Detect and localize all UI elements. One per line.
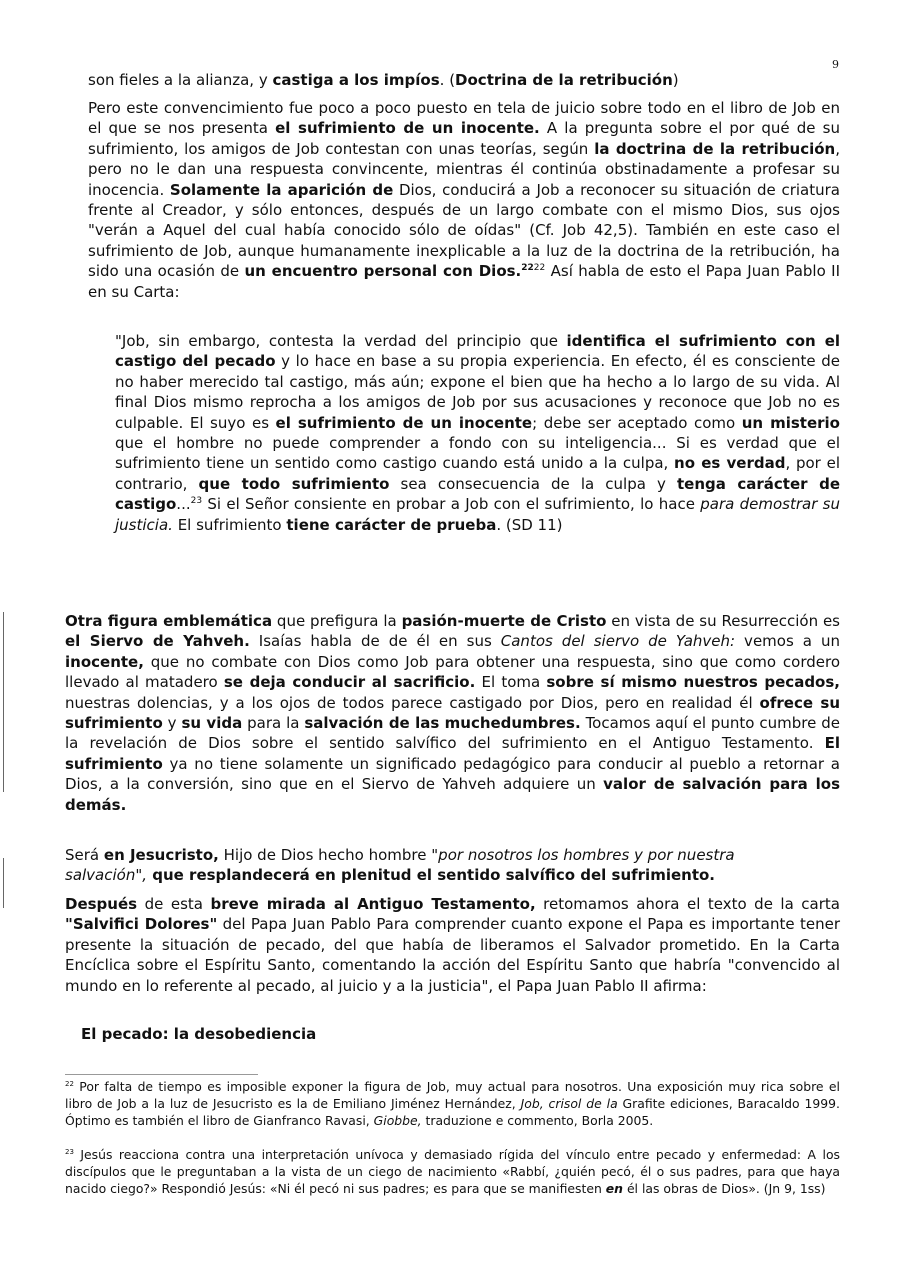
text-run: del Papa Juan Pablo Para comprender cuanto expone el Papa es importante tener presente la situación de pecado, del que había de liberamos el Salvador prometido. En la Carta Encíclica sobre el Espíritu Santo, comentando la acción del Espíritu Santo que habría "convencido al mundo en lo referente al pecado, al juicio y a la justicia", el Papa Juan Pablo II afirma: <box>65 915 840 995</box>
text-run: Dios, conducirá a Job a reconocer su situación de criatura frente al Creador, y sólo entonces, después de un largo combate con el mismo Dios, sus ojos "verán a Aquel del cual había conocido sólo de oídas" (Cf. Job 42,5). También en este caso el sufrimiento de Job, aunque humanamente inexplicable a la luz de la doctrina de la retribución, ha sido una ocasión de <box>88 180 840 281</box>
text-run: retomamos ahora el texto de la carta <box>535 895 840 913</box>
text-run: tenga carácter de castigo <box>115 474 840 514</box>
page-number: 9 <box>832 58 839 71</box>
text-run: "por nosotros los hombres y por nuestra salvación", <box>65 846 735 885</box>
text-run: . ( <box>439 71 456 89</box>
text-run: Si el Señor consiente en probar a Job con el sufrimiento, lo hace <box>202 495 701 514</box>
text-run: un misterio <box>741 413 840 432</box>
footnote-reference: 22 <box>521 263 534 274</box>
text-run: que no combate con Dios como Job para obtener una respuesta, sino que como cordero llevado al matadero <box>65 652 840 692</box>
text-run: para demostrar su justicia. <box>115 495 840 534</box>
text-run: Grafite ediciones, Baracaldo 1999. Óptimo es también el libro de Gianfranco Ravasi, <box>65 1096 840 1128</box>
change-bar <box>3 858 4 908</box>
footnote-22 <box>65 1078 840 1129</box>
text-run: El sufrimiento <box>65 734 840 773</box>
text-run: pasión-muerte de Cristo <box>401 612 607 630</box>
text-run: el sufrimiento de un inocente <box>275 413 533 432</box>
footnote-reference: 22 <box>533 263 546 274</box>
text-run: vemos a un <box>735 632 840 651</box>
text-run: ofrece su sufrimiento <box>65 693 840 733</box>
text-run: . (SD 11) <box>496 515 563 534</box>
paragraph-job <box>88 98 840 302</box>
text-run: sea consecuencia de la culpa y <box>389 474 677 493</box>
text-run: son fieles a la alianza, y <box>88 71 273 89</box>
text-run: el Siervo de Yahveh. <box>65 632 250 651</box>
text-run: Jesús reacciona contra una interpretación unívoca y demasiado rígida del vínculo entre pecado y enfermedad: A los discípulos que le preguntaban a la vista de un ciego de nacimiento «Rabbí, ¿quién pecó, él o sus padres, para que haya nacido ciego?» Respondió Jesús: «Ni él pecó ni sus padres; es para que se manifiesten <box>65 1147 840 1196</box>
text-run: y <box>162 714 182 733</box>
text-run: identifica el sufrimiento con el castigo del pecado <box>115 332 841 371</box>
text-run: que el hombre no puede comprender a fondo con su inteligencia... Si es verdad que el sufrimiento tiene un sentido como castigo cuando está unido a la culpa, <box>115 434 840 473</box>
text-run: Doctrina de la retribución <box>455 71 673 89</box>
text-run: Tocamos aquí el punto cumbre de la revelación de Dios sobre el sentido salvífico del sufrimiento en el Antiguo Testamento. <box>65 714 840 753</box>
text-run: en vista de su Resurrección es <box>606 612 840 630</box>
text-run: Isaías habla de de él en sus <box>249 632 501 651</box>
text-run: "Job, sin embargo, contesta la verdad del principio que <box>115 332 567 350</box>
text-run: nuestras dolencias, y a los ojos de todos parece castigado por Dios, pero en realidad él <box>65 693 760 712</box>
text-run: Cantos del siervo de Yahveh: <box>500 632 736 651</box>
text-run: se deja conducir al sacrificio. <box>223 673 476 692</box>
text-run: en <box>605 1181 623 1196</box>
text-run: Giobbe, <box>373 1113 422 1128</box>
text-run: y lo hace en base a su propia experiencia. En efecto, él es consciente de no haber merecido tal castigo, más aún; expone el bien que ha hecho a lo largo de su vida. Al final Dios mismo reprocha a los amigos de Job por sus acusaciones y reconoce que Job no es culpable. El suyo es <box>115 352 840 432</box>
text-run: que prefigura la <box>272 612 402 630</box>
text-run: tiene carácter de prueba <box>286 515 497 534</box>
change-bar <box>3 612 4 792</box>
text-run: el sufrimiento de un inocente. <box>275 119 540 138</box>
text-run: en Jesucristo, <box>103 846 219 864</box>
text-run: valor de salvación para los demás. <box>65 775 840 814</box>
text-run: castiga a los impíos <box>272 71 440 89</box>
text-run: Pero este convencimiento fue poco a poco puesto en tela de juicio sobre todo en el libro de Job en el que se nos presenta <box>88 99 840 138</box>
text-run: Hijo de Dios hecho hombre <box>218 846 432 864</box>
text-run: salvación de las muchedumbres. <box>304 714 581 733</box>
text-run: ya no tiene solamente un significado pedagógico para conducir al pueblo a retornar a Dios, a la conversión, sino que en el Siervo de Yahveh adquiere un <box>65 754 840 794</box>
section-heading <box>81 1024 781 1044</box>
footnote-reference: 22 <box>65 1080 74 1088</box>
text-run: , pero no le dan una respuesta convincente, mientras él continúa obstinadamente a profesar su inocencia. <box>88 139 841 199</box>
text-run: él las obras de Dios». (Jn 9, 1ss) <box>623 1181 826 1196</box>
text-run: Será <box>65 846 104 864</box>
text-run: ) <box>672 71 679 89</box>
text-run: Job, crisol de la <box>520 1096 618 1111</box>
text-run: ; debe ser aceptado como <box>532 413 742 432</box>
text-run: un encuentro personal con Dios. <box>244 262 522 281</box>
text-run: ... <box>176 495 191 514</box>
text-run: Otra figura emblemática <box>65 612 273 630</box>
paragraph-jesucristo <box>65 845 815 886</box>
text-run: Así habla de esto el Papa Juan Pablo II en su Carta: <box>88 262 840 301</box>
text-run: inocente, <box>65 652 144 671</box>
text-run: de esta <box>137 895 211 913</box>
text-run: que todo sufrimiento <box>198 474 390 493</box>
text-run: El sufrimiento <box>172 515 287 534</box>
text-run: sobre sí mismo nuestros pecados, <box>546 673 840 692</box>
text-run: "Salvifici Dolores" <box>65 915 218 934</box>
text-run: Solamente la aparición de <box>169 180 394 199</box>
text-run: Por falta de tiempo es imposible exponer la figura de Job, muy actual para nosotros. Una exposición muy rica sobre el libro de Job a la luz de Jesucristo es la de Emiliano Jiménez Hernández, <box>65 1079 840 1111</box>
footnote-reference: 23 <box>190 496 203 507</box>
text-run: El pecado: la desobediencia <box>81 1025 317 1043</box>
quote-salvifici-doloris <box>115 331 840 535</box>
text-run: que resplandecerá en plenitud el sentido salvífico del sufrimiento. <box>147 866 715 885</box>
footnote-reference: 23 <box>65 1148 74 1156</box>
text-run: , por el contrario, <box>115 454 840 493</box>
footnote-23 <box>65 1146 840 1197</box>
text-run: El toma <box>475 673 547 692</box>
text-run: no es verdad <box>674 454 786 473</box>
text-run: su vida <box>181 714 243 733</box>
text-run: la doctrina de la retribución <box>594 139 836 158</box>
text-run: traduzione e commento, Borla 2005. <box>421 1113 654 1128</box>
footnote-separator <box>65 1074 258 1075</box>
text-run: para la <box>242 714 305 733</box>
text-run: Después <box>65 895 138 913</box>
paragraph-siervo-yahveh <box>65 611 840 815</box>
text-run: breve mirada al Antiguo Testamento, <box>210 895 536 913</box>
paragraph-despues <box>65 894 840 996</box>
text-run: A la pregunta sobre el por qué de su sufrimiento, los amigos de Job contestan con unas teorías, según <box>88 119 840 158</box>
paragraph-retribution-end <box>88 70 840 90</box>
